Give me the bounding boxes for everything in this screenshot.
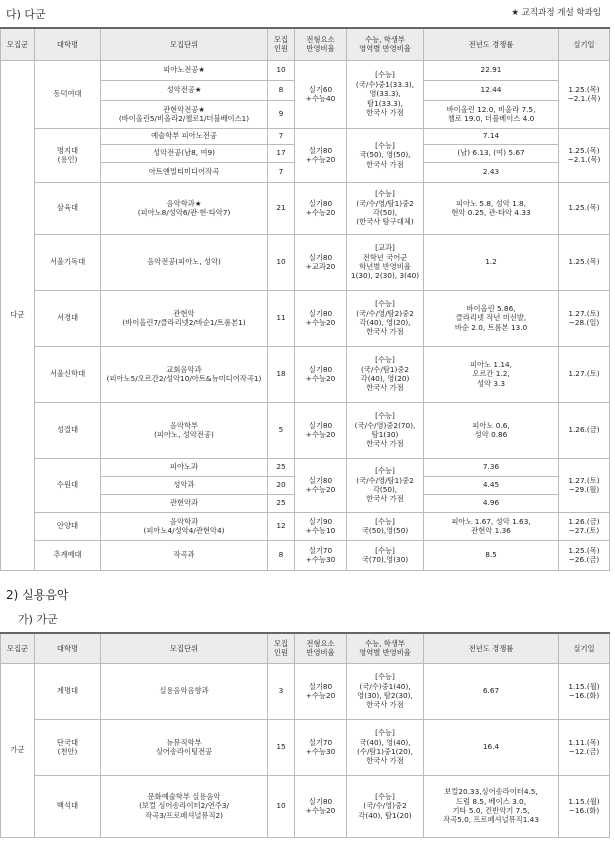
comp-cell: 12.44 <box>424 80 559 100</box>
comp-cell: 바이올린 5.86, 클라리넷 작년 미선발, 바순 2.0, 트롬본 13.0 <box>424 290 559 346</box>
comp-cell: (남) 6.13, (여) 5.67 <box>424 144 559 162</box>
quota-cell: 5 <box>268 402 295 458</box>
ratio-cell: 실기80 +수능20 <box>295 458 347 512</box>
ratio-cell: 실기60 +수능40 <box>295 60 347 128</box>
subjects-cell: [수능] (국/수/영/탐1)중2 각(50), (한국사 탐구대체) <box>347 182 424 234</box>
unit-cell: 아트앤멀티미디어작곡 <box>101 162 268 182</box>
date-cell: 1.27.(토) <box>559 346 610 402</box>
header-comp: 전년도 경쟁률 <box>424 633 559 663</box>
header-univ: 대학명 <box>35 633 101 663</box>
table-da-header-row <box>1 28 610 60</box>
comp-cell: 1.2 <box>424 234 559 290</box>
subjects-cell: [수능] (국/수/탐1)중2 각(40), 영(20) 한국사 가점 <box>347 346 424 402</box>
quota-cell: 25 <box>268 458 295 476</box>
table-row <box>1 402 610 458</box>
table-row <box>1 775 610 837</box>
subjects-cell: [수능] (국/수/영)중2 각(40), 탐1(20) <box>347 775 424 837</box>
univ-cell: 성결대 <box>35 402 101 458</box>
date-cell: 1.25.(목) ~2.1.(목) <box>559 128 610 182</box>
univ-cell: 계명대 <box>35 663 101 719</box>
quota-cell: 12 <box>268 512 295 540</box>
univ-cell: 수원대 <box>35 458 101 512</box>
unit-cell: 성악전공★ <box>101 80 268 100</box>
subjects-cell: [수능] 국(70),영(30) <box>347 540 424 570</box>
subjects-cell: [수능] 국(50), 영(50), 한국사 가점 <box>347 128 424 182</box>
unit-cell: 성악전공(남8, 여9) <box>101 144 268 162</box>
header-group: 모집군 <box>1 633 35 663</box>
quota-cell: 7 <box>268 162 295 182</box>
ratio-cell: 실기80 +교과20 <box>295 234 347 290</box>
unit-cell: 음악학과 (피아노4/성악4/관현악4) <box>101 512 268 540</box>
quota-cell: 3 <box>268 663 295 719</box>
unit-cell: 음악학부 (피아노, 성악전공) <box>101 402 268 458</box>
quota-cell: 10 <box>268 775 295 837</box>
comp-cell: 7.14 <box>424 128 559 144</box>
header-date: 실기일 <box>559 633 610 663</box>
unit-cell: 관현악 (바이올린7/클라리넷2/바순1/트롬본1) <box>101 290 268 346</box>
header-quota: 모집 인원 <box>268 633 295 663</box>
quota-cell: 18 <box>268 346 295 402</box>
header-quota: 모집 인원 <box>268 28 295 60</box>
comp-cell: 피아노 5.8, 성악 1.8, 현악 0.25, 관·타악 4.33 <box>424 182 559 234</box>
header-unit: 모집단위 <box>101 28 268 60</box>
unit-cell: 문화예술학부 실용음악 (보컬 싱어송라이터2/연주3/ 작곡3/프로페셔널뮤직2) <box>101 775 268 837</box>
ratio-cell: 실기80 +수능20 <box>295 290 347 346</box>
header-comp: 전년도 경쟁률 <box>424 28 559 60</box>
comp-cell: 16.4 <box>424 719 559 775</box>
unit-cell: 피아노전공★ <box>101 60 268 80</box>
section-da-note: ★ 교직과정 개설 학과임 <box>511 8 601 18</box>
quota-cell: 20 <box>268 476 295 494</box>
comp-cell: 피아노 1.14, 오르간 1.2, 성악 3.3 <box>424 346 559 402</box>
section-2-subtitle: 가) 가군 <box>18 613 58 626</box>
date-cell: 1.15.(월) ~16.(화) <box>559 775 610 837</box>
unit-cell: 교회음악과 (피아노5/오르간2/성악10/아트&뉴미디어작곡1) <box>101 346 268 402</box>
table-row <box>1 719 610 775</box>
group-cell: 가군 <box>1 663 35 837</box>
table-row <box>1 128 610 144</box>
comp-cell: 4.45 <box>424 476 559 494</box>
date-cell: 1.11.(목) ~12.(금) <box>559 719 610 775</box>
ratio-cell: 실기80 +수능20 <box>295 402 347 458</box>
quota-cell: 10 <box>268 234 295 290</box>
ratio-cell: 실기80 +수능20 <box>295 663 347 719</box>
date-cell: 1.15.(월) ~16.(화) <box>559 663 610 719</box>
date-cell: 1.25.(목) ~26.(금) <box>559 540 610 570</box>
quota-cell: 9 <box>268 100 295 128</box>
comp-cell: 2.43 <box>424 162 559 182</box>
header-ratio: 전형요소 반영비율 <box>295 28 347 60</box>
table-row <box>1 60 610 80</box>
comp-cell: 22.91 <box>424 60 559 80</box>
header-univ: 대학명 <box>35 28 101 60</box>
univ-cell: 안양대 <box>35 512 101 540</box>
univ-cell: 동덕여대 <box>35 60 101 128</box>
subjects-cell: [교과] 전학년 국어군 학년별 반영비율 1(30), 2(30), 3(40) <box>347 234 424 290</box>
unit-cell: 성악과 <box>101 476 268 494</box>
univ-cell: 추계예대 <box>35 540 101 570</box>
quota-cell: 11 <box>268 290 295 346</box>
ratio-cell: 실기70 +수능30 <box>295 719 347 775</box>
ratio-cell: 실기80 +수능20 <box>295 346 347 402</box>
univ-cell: 백석대 <box>35 775 101 837</box>
table-row <box>1 663 610 719</box>
header-ratio: 전형요소 반영비율 <box>295 633 347 663</box>
table-row <box>1 346 610 402</box>
table-row <box>1 458 610 476</box>
table-row <box>1 512 610 540</box>
univ-cell: 단국대 (천안) <box>35 719 101 775</box>
univ-cell: 명지대 (용인) <box>35 128 101 182</box>
comp-cell: 피아노 1.67, 성악 1.63, 관현악 1.36 <box>424 512 559 540</box>
univ-cell: 서울기독대 <box>35 234 101 290</box>
date-cell: 1.27.(토) ~29.(월) <box>559 458 610 512</box>
univ-cell: 삼육대 <box>35 182 101 234</box>
date-cell: 1.25.(목) ~2.1.(목) <box>559 60 610 128</box>
quota-cell: 10 <box>268 60 295 80</box>
header-subjects: 수능, 학생부 영역별 반영비율 <box>347 28 424 60</box>
unit-cell: 관현악전공★ (바이올린5/비올라2/첼로1/더블베이스1) <box>101 100 268 128</box>
header-group: 모집군 <box>1 28 35 60</box>
section-da-title: 다) 다군 <box>6 8 46 21</box>
table-ga-header-row <box>1 633 610 663</box>
comp-cell: 피아노 0.6, 성악 0.86 <box>424 402 559 458</box>
group-cell: 다군 <box>1 60 35 570</box>
date-cell: 1.25.(목) <box>559 182 610 234</box>
univ-cell: 서울신학대 <box>35 346 101 402</box>
comp-cell: 바이올린 12.0, 비올라 7.5, 첼로 19.0, 더블베이스 4.0 <box>424 100 559 128</box>
date-cell: 1.27.(토) ~28.(일) <box>559 290 610 346</box>
comp-cell: 7.36 <box>424 458 559 476</box>
ratio-cell: 실기80 +수능20 <box>295 182 347 234</box>
subjects-cell: [수능] (국/수/영/탐2)중2 각(40), 영(20), 한국사 가점 <box>347 290 424 346</box>
unit-cell: 음악학과★ (피아노8/성악6/관·현·타악7) <box>101 182 268 234</box>
unit-cell: 음악전공(피아노, 성악) <box>101 234 268 290</box>
subjects-cell: [수능] (국/수)중1(33.3), 영(33.3), 탐1(33.3), 한국사 가점 <box>347 60 424 128</box>
subjects-cell: [수능] (국/수)중1(40), 영(30), 탐2(30), 한국사 가점 <box>347 663 424 719</box>
date-cell: 1.26.(금) <box>559 402 610 458</box>
comp-cell: 6.67 <box>424 663 559 719</box>
univ-cell: 서경대 <box>35 290 101 346</box>
quota-cell: 7 <box>268 128 295 144</box>
quota-cell: 8 <box>268 540 295 570</box>
quota-cell: 25 <box>268 494 295 512</box>
table-row <box>1 540 610 570</box>
ratio-cell: 실기90 +수능10 <box>295 512 347 540</box>
subjects-cell: [수능] (국/수/영)중2(70), 탐1(30) 한국사 가점 <box>347 402 424 458</box>
quota-cell: 17 <box>268 144 295 162</box>
comp-cell: 4.96 <box>424 494 559 512</box>
header-date: 실기일 <box>559 28 610 60</box>
date-cell: 1.26.(금) ~27.(토) <box>559 512 610 540</box>
date-cell: 1.25.(목) <box>559 234 610 290</box>
unit-cell: 실용음악음향과 <box>101 663 268 719</box>
comp-cell: 8.5 <box>424 540 559 570</box>
table-ga <box>0 632 610 838</box>
header-unit: 모집단위 <box>101 633 268 663</box>
subjects-cell: [수능] 국(40), 영(40), (수/탐1)중1(20), 한국사 가점 <box>347 719 424 775</box>
header-subjects: 수능, 학생부 영역별 반영비율 <box>347 633 424 663</box>
unit-cell: 피아노과 <box>101 458 268 476</box>
table-da <box>0 27 610 571</box>
comp-cell: 보컬20.33,싱어송라이터4.5, 드럼 8.5, 베이스 3.0, 기타 5.0, 건반악기 7.5, 작곡5.0, 프로페셔널뮤직1.43 <box>424 775 559 837</box>
table-row <box>1 182 610 234</box>
unit-cell: 작곡과 <box>101 540 268 570</box>
table-row <box>1 234 610 290</box>
subjects-cell: [수능] (국/수/영/탐1)중2 각(50), 한국사 가점 <box>347 458 424 512</box>
section-2-title: 2) 실용음악 <box>6 588 69 602</box>
unit-cell: 뉴뮤직학부 싱어송라이팅전공 <box>101 719 268 775</box>
ratio-cell: 실기80 +수능20 <box>295 128 347 182</box>
ratio-cell: 실기70 +수능30 <box>295 540 347 570</box>
table-row <box>1 290 610 346</box>
ratio-cell: 실기80 +수능20 <box>295 775 347 837</box>
unit-cell: 예술학부 피아노전공 <box>101 128 268 144</box>
subjects-cell: [수능] 국(50),영(50) <box>347 512 424 540</box>
unit-cell: 관현악과 <box>101 494 268 512</box>
quota-cell: 15 <box>268 719 295 775</box>
quota-cell: 8 <box>268 80 295 100</box>
quota-cell: 21 <box>268 182 295 234</box>
